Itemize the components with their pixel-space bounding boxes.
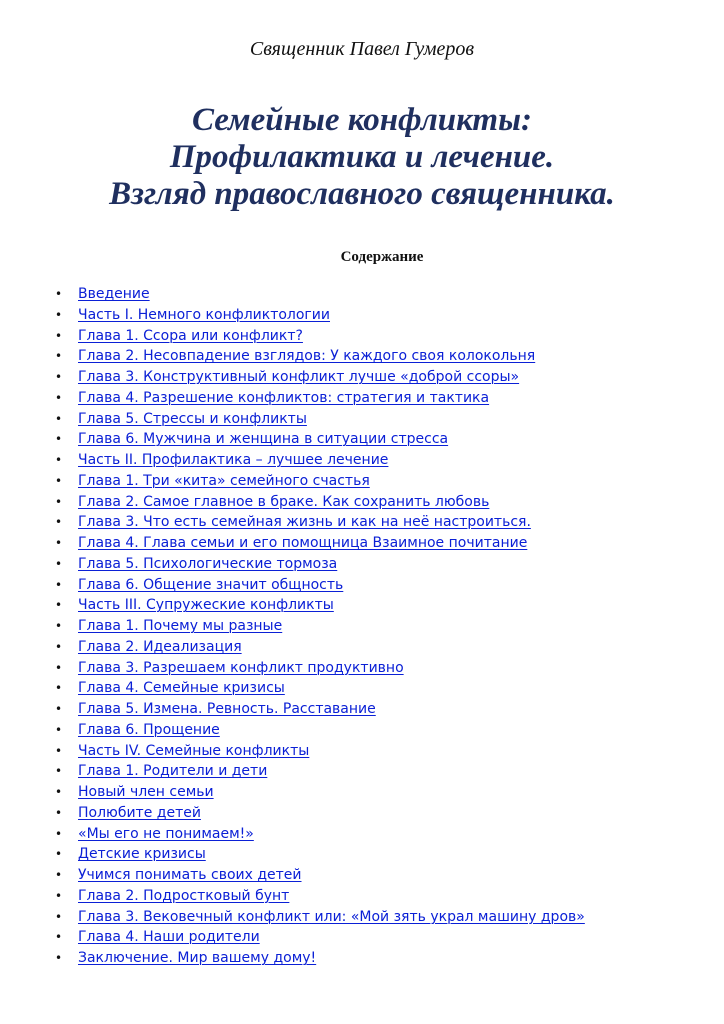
bullet-icon: • — [55, 722, 63, 737]
toc-link[interactable]: Глава 1. Почему мы разные — [78, 618, 283, 634]
toc-item — [0, 907, 724, 928]
toc-item — [0, 367, 724, 388]
toc-item — [0, 450, 724, 471]
toc-item — [0, 388, 724, 409]
bullet-icon: • — [55, 287, 63, 301]
toc-item — [0, 741, 724, 762]
toc-link[interactable]: Глава 1. Ссора или конфликт? — [78, 327, 303, 344]
bullet-icon: • — [55, 494, 63, 509]
bullet-icon: • — [55, 930, 63, 945]
toc-item — [0, 512, 724, 533]
bullet-icon: • — [55, 432, 63, 447]
bullet-icon: • — [55, 328, 63, 343]
bullet-icon: • — [55, 577, 63, 592]
toc-link[interactable]: Глава 5. Стрессы и конфликты — [78, 410, 307, 427]
toc-link[interactable]: Часть IV. Семейные конфликты — [78, 742, 310, 759]
toc-item — [0, 326, 724, 347]
toc-link[interactable]: Глава 2. Подростковый бунт — [78, 887, 290, 904]
bullet-icon: • — [55, 826, 63, 841]
toc-link[interactable]: Введение — [78, 286, 150, 302]
bullet-icon: • — [55, 639, 63, 654]
toc-item — [0, 554, 724, 575]
bullet-icon: • — [55, 764, 63, 779]
bullet-icon: • — [55, 847, 63, 862]
toc-link[interactable]: Глава 2. Идеализация — [78, 638, 242, 655]
toc-link[interactable]: Часть I. Немного конфликтологии — [78, 306, 330, 323]
toc-link[interactable]: Глава 1. Родители и дети — [78, 763, 268, 780]
toc-item — [0, 575, 724, 596]
toc-item — [0, 699, 724, 720]
bullet-icon: • — [55, 307, 63, 322]
bullet-icon: • — [55, 349, 63, 364]
toc-heading: Содержание — [340, 249, 424, 265]
bullet-icon: • — [55, 702, 63, 716]
table-of-contents — [0, 284, 724, 969]
book-title-line-2: Профилактика и лечение. — [169, 139, 555, 175]
toc-item — [0, 533, 724, 554]
bullet-icon: • — [55, 785, 63, 799]
bullet-icon: • — [55, 370, 63, 384]
bullet-icon: • — [55, 743, 63, 758]
book-title-line-1: Семейные конфликты: — [191, 102, 532, 138]
bullet-icon: • — [55, 515, 63, 530]
bullet-icon: • — [55, 951, 63, 965]
author-name: Священник Павел Гумеров — [249, 38, 475, 60]
bullet-icon: • — [55, 681, 63, 696]
toc-link[interactable]: Полюбите детей — [78, 804, 201, 821]
toc-link[interactable]: Глава 4. Глава семьи и его помощница Взаимное почитание — [78, 535, 528, 551]
toc-link[interactable]: «Мы его не понимаем!» — [78, 825, 254, 842]
toc-link[interactable]: Глава 5. Измена. Ревность. Расставание — [78, 701, 376, 717]
toc-link[interactable]: Глава 4. Разрешение конфликтов: стратегия и тактика — [78, 389, 490, 406]
toc-item — [0, 658, 724, 679]
toc-link[interactable]: Часть III. Супружеские конфликты — [78, 597, 334, 614]
bullet-icon: • — [55, 473, 63, 488]
toc-item — [0, 865, 724, 886]
bullet-icon: • — [55, 805, 63, 820]
bullet-icon: • — [55, 888, 63, 903]
bullet-icon: • — [55, 390, 63, 405]
toc-item — [0, 409, 724, 430]
toc-item — [0, 429, 724, 450]
toc-item — [0, 678, 724, 699]
toc-link[interactable]: Глава 3. Что есть семейная жизнь и как на неё настроиться. — [78, 514, 531, 531]
toc-link[interactable]: Глава 6. Прощение — [78, 721, 220, 738]
toc-link[interactable]: Часть II. Профилактика – лучшее лечение — [78, 452, 389, 468]
toc-item — [0, 305, 724, 326]
toc-item — [0, 844, 724, 865]
book-title-line-3: Взгляд православного священника. — [109, 176, 615, 212]
toc-item — [0, 595, 724, 616]
toc-link[interactable]: Глава 3. Разрешаем конфликт продуктивно — [78, 659, 404, 676]
toc-item — [0, 782, 724, 803]
bullet-icon: • — [55, 868, 63, 882]
toc-link[interactable]: Учимся понимать своих детей — [78, 867, 302, 883]
book-title — [0, 102, 724, 213]
toc-link[interactable]: Глава 2. Несовпадение взглядов: У каждого своя колокольня — [78, 348, 536, 365]
toc-item — [0, 492, 724, 513]
toc-item — [0, 803, 724, 824]
toc-link[interactable]: Детские кризисы — [78, 846, 206, 863]
toc-item — [0, 948, 724, 969]
bullet-icon: • — [55, 909, 63, 924]
toc-item — [0, 637, 724, 658]
bullet-icon: • — [55, 453, 63, 467]
toc-link[interactable]: Глава 3. Вековечный конфликт или: «Мой зять украл машину дров» — [78, 908, 585, 925]
toc-link[interactable]: Глава 4. Наши родители — [78, 929, 260, 946]
toc-item — [0, 824, 724, 845]
bullet-icon: • — [55, 619, 63, 633]
toc-item — [0, 471, 724, 492]
bullet-icon: • — [55, 556, 63, 571]
toc-link[interactable]: Глава 4. Семейные кризисы — [78, 680, 285, 697]
toc-link[interactable]: Заключение. Мир вашему дому! — [78, 950, 317, 966]
toc-link[interactable]: Глава 3. Конструктивный конфликт лучше «доброй ссоры» — [78, 369, 520, 385]
toc-item — [0, 720, 724, 741]
toc-item — [0, 927, 724, 948]
toc-link[interactable]: Глава 6. Общение значит общность — [78, 576, 344, 593]
bullet-icon: • — [55, 536, 63, 550]
toc-link[interactable]: Глава 5. Психологические тормоза — [78, 555, 338, 572]
toc-item — [0, 284, 724, 305]
bullet-icon: • — [55, 411, 63, 426]
bullet-icon: • — [55, 598, 63, 613]
toc-item — [0, 616, 724, 637]
toc-item — [0, 886, 724, 907]
toc-item — [0, 761, 724, 782]
toc-link[interactable]: Глава 1. Три «кита» семейного счастья — [78, 472, 370, 489]
bullet-icon: • — [55, 660, 63, 675]
toc-item — [0, 346, 724, 367]
toc-link[interactable]: Глава 2. Самое главное в браке. Как сохранить любовь — [78, 493, 490, 510]
toc-link[interactable]: Глава 6. Мужчина и женщина в ситуации стресса — [78, 431, 449, 448]
toc-link[interactable]: Новый член семьи — [78, 784, 214, 800]
